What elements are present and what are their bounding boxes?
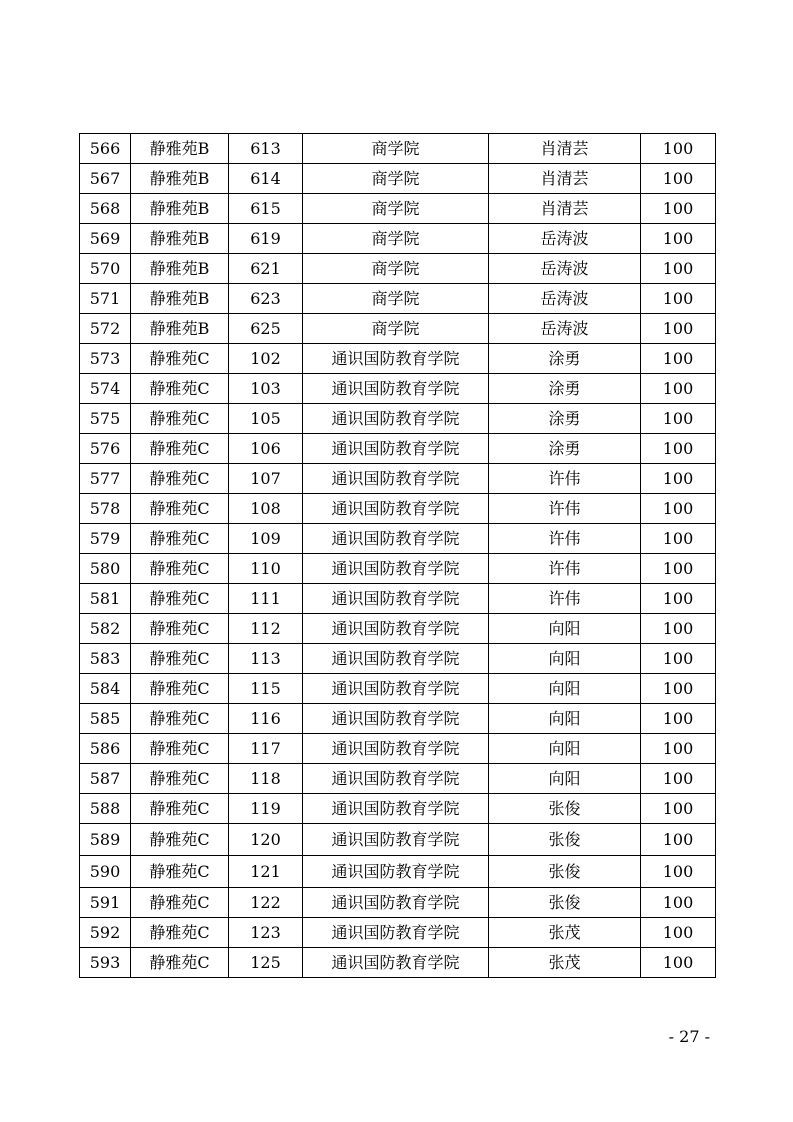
cell-teacher: 岳涛波 [489, 314, 641, 344]
cell-row-number: 567 [80, 164, 131, 194]
cell-score: 100 [641, 254, 716, 284]
cell-college: 通识国防教育学院 [303, 494, 489, 524]
cell-room-number: 102 [229, 344, 303, 374]
cell-score: 100 [641, 888, 716, 918]
cell-room-number: 619 [229, 224, 303, 254]
cell-teacher: 肖清芸 [489, 164, 641, 194]
cell-teacher: 许伟 [489, 584, 641, 614]
table-row [80, 554, 716, 584]
cell-building: 静雅苑C [131, 644, 229, 674]
cell-score: 100 [641, 674, 716, 704]
table-row [80, 856, 716, 888]
cell-row-number: 582 [80, 614, 131, 644]
cell-teacher: 许伟 [489, 524, 641, 554]
cell-college: 通识国防教育学院 [303, 434, 489, 464]
cell-teacher: 肖清芸 [489, 194, 641, 224]
table-row [80, 194, 716, 224]
dormitory-score-table [79, 133, 716, 978]
cell-score: 100 [641, 764, 716, 794]
table-row [80, 464, 716, 494]
cell-teacher: 张俊 [489, 824, 641, 856]
cell-college: 通识国防教育学院 [303, 644, 489, 674]
cell-teacher: 向阳 [489, 644, 641, 674]
cell-college: 商学院 [303, 254, 489, 284]
cell-score: 100 [641, 824, 716, 856]
cell-teacher: 张俊 [489, 856, 641, 888]
cell-teacher: 向阳 [489, 614, 641, 644]
cell-building: 静雅苑C [131, 464, 229, 494]
table-row [80, 614, 716, 644]
cell-building: 静雅苑C [131, 888, 229, 918]
table-row [80, 644, 716, 674]
cell-building: 静雅苑C [131, 494, 229, 524]
cell-room-number: 106 [229, 434, 303, 464]
cell-building: 静雅苑B [131, 134, 229, 164]
cell-college: 通识国防教育学院 [303, 918, 489, 948]
cell-row-number: 585 [80, 704, 131, 734]
cell-teacher: 张茂 [489, 948, 641, 978]
cell-room-number: 121 [229, 856, 303, 888]
cell-teacher: 张俊 [489, 794, 641, 824]
cell-score: 100 [641, 794, 716, 824]
cell-row-number: 590 [80, 856, 131, 888]
cell-college: 商学院 [303, 164, 489, 194]
cell-teacher: 许伟 [489, 464, 641, 494]
cell-college: 商学院 [303, 134, 489, 164]
cell-score: 100 [641, 434, 716, 464]
cell-score: 100 [641, 948, 716, 978]
cell-teacher: 涂勇 [489, 344, 641, 374]
cell-teacher: 许伟 [489, 554, 641, 584]
table-row [80, 918, 716, 948]
cell-row-number: 574 [80, 374, 131, 404]
table-row [80, 704, 716, 734]
table-row [80, 404, 716, 434]
cell-score: 100 [641, 314, 716, 344]
cell-building: 静雅苑C [131, 824, 229, 856]
cell-row-number: 579 [80, 524, 131, 554]
cell-teacher: 涂勇 [489, 374, 641, 404]
cell-room-number: 613 [229, 134, 303, 164]
table-row [80, 224, 716, 254]
cell-building: 静雅苑B [131, 164, 229, 194]
cell-building: 静雅苑C [131, 404, 229, 434]
cell-row-number: 572 [80, 314, 131, 344]
cell-room-number: 615 [229, 194, 303, 224]
cell-row-number: 593 [80, 948, 131, 978]
cell-college: 通识国防教育学院 [303, 524, 489, 554]
cell-score: 100 [641, 584, 716, 614]
cell-room-number: 111 [229, 584, 303, 614]
cell-teacher: 肖清芸 [489, 134, 641, 164]
cell-row-number: 573 [80, 344, 131, 374]
cell-building: 静雅苑B [131, 284, 229, 314]
table-row [80, 824, 716, 856]
cell-row-number: 571 [80, 284, 131, 314]
cell-college: 通识国防教育学院 [303, 584, 489, 614]
cell-teacher: 岳涛波 [489, 224, 641, 254]
table-body [80, 134, 716, 978]
cell-score: 100 [641, 918, 716, 948]
cell-score: 100 [641, 284, 716, 314]
table-row [80, 314, 716, 344]
cell-building: 静雅苑C [131, 344, 229, 374]
table-row [80, 794, 716, 824]
cell-college: 通识国防教育学院 [303, 856, 489, 888]
cell-college: 通识国防教育学院 [303, 824, 489, 856]
cell-room-number: 119 [229, 794, 303, 824]
table-row [80, 254, 716, 284]
cell-building: 静雅苑C [131, 948, 229, 978]
cell-score: 100 [641, 554, 716, 584]
cell-room-number: 112 [229, 614, 303, 644]
table-row [80, 434, 716, 464]
cell-row-number: 588 [80, 794, 131, 824]
cell-college: 通识国防教育学院 [303, 404, 489, 434]
cell-row-number: 581 [80, 584, 131, 614]
cell-building: 静雅苑C [131, 674, 229, 704]
cell-room-number: 125 [229, 948, 303, 978]
table-row [80, 494, 716, 524]
cell-room-number: 118 [229, 764, 303, 794]
cell-row-number: 566 [80, 134, 131, 164]
cell-row-number: 580 [80, 554, 131, 584]
cell-teacher: 向阳 [489, 764, 641, 794]
cell-row-number: 592 [80, 918, 131, 948]
cell-room-number: 123 [229, 918, 303, 948]
cell-teacher: 涂勇 [489, 434, 641, 464]
table-row [80, 344, 716, 374]
cell-building: 静雅苑B [131, 194, 229, 224]
cell-score: 100 [641, 524, 716, 554]
cell-row-number: 591 [80, 888, 131, 918]
cell-score: 100 [641, 644, 716, 674]
cell-score: 100 [641, 194, 716, 224]
cell-row-number: 577 [80, 464, 131, 494]
cell-row-number: 569 [80, 224, 131, 254]
cell-building: 静雅苑C [131, 918, 229, 948]
cell-row-number: 586 [80, 734, 131, 764]
table-row [80, 734, 716, 764]
table-row [80, 164, 716, 194]
cell-score: 100 [641, 224, 716, 254]
cell-room-number: 120 [229, 824, 303, 856]
cell-score: 100 [641, 344, 716, 374]
cell-college: 通识国防教育学院 [303, 734, 489, 764]
table-row [80, 888, 716, 918]
table-row [80, 134, 716, 164]
cell-building: 静雅苑C [131, 856, 229, 888]
cell-college: 通识国防教育学院 [303, 374, 489, 404]
cell-room-number: 113 [229, 644, 303, 674]
cell-score: 100 [641, 134, 716, 164]
cell-row-number: 589 [80, 824, 131, 856]
cell-room-number: 117 [229, 734, 303, 764]
table-row [80, 584, 716, 614]
cell-score: 100 [641, 856, 716, 888]
cell-room-number: 614 [229, 164, 303, 194]
cell-building: 静雅苑C [131, 614, 229, 644]
cell-college: 通识国防教育学院 [303, 794, 489, 824]
cell-college: 通识国防教育学院 [303, 888, 489, 918]
cell-teacher: 岳涛波 [489, 284, 641, 314]
cell-row-number: 570 [80, 254, 131, 284]
cell-score: 100 [641, 164, 716, 194]
cell-score: 100 [641, 734, 716, 764]
table-row [80, 674, 716, 704]
cell-building: 静雅苑C [131, 434, 229, 464]
cell-teacher: 向阳 [489, 674, 641, 704]
cell-row-number: 576 [80, 434, 131, 464]
cell-building: 静雅苑C [131, 794, 229, 824]
cell-college: 通识国防教育学院 [303, 948, 489, 978]
cell-score: 100 [641, 494, 716, 524]
cell-college: 商学院 [303, 284, 489, 314]
cell-room-number: 115 [229, 674, 303, 704]
cell-building: 静雅苑C [131, 704, 229, 734]
cell-college: 通识国防教育学院 [303, 704, 489, 734]
cell-building: 静雅苑B [131, 224, 229, 254]
cell-college: 通识国防教育学院 [303, 614, 489, 644]
cell-college: 商学院 [303, 194, 489, 224]
cell-teacher: 张俊 [489, 888, 641, 918]
table-row [80, 764, 716, 794]
cell-college: 商学院 [303, 314, 489, 344]
cell-building: 静雅苑C [131, 554, 229, 584]
cell-building: 静雅苑B [131, 314, 229, 344]
cell-room-number: 110 [229, 554, 303, 584]
cell-building: 静雅苑C [131, 764, 229, 794]
cell-building: 静雅苑C [131, 374, 229, 404]
cell-room-number: 107 [229, 464, 303, 494]
cell-row-number: 575 [80, 404, 131, 434]
cell-score: 100 [641, 614, 716, 644]
cell-score: 100 [641, 404, 716, 434]
cell-room-number: 105 [229, 404, 303, 434]
cell-building: 静雅苑C [131, 734, 229, 764]
cell-room-number: 116 [229, 704, 303, 734]
table-row [80, 374, 716, 404]
cell-row-number: 583 [80, 644, 131, 674]
cell-college: 通识国防教育学院 [303, 764, 489, 794]
cell-building: 静雅苑C [131, 584, 229, 614]
cell-score: 100 [641, 464, 716, 494]
cell-room-number: 103 [229, 374, 303, 404]
cell-row-number: 584 [80, 674, 131, 704]
cell-building: 静雅苑B [131, 254, 229, 284]
cell-teacher: 向阳 [489, 734, 641, 764]
cell-college: 通识国防教育学院 [303, 674, 489, 704]
cell-room-number: 109 [229, 524, 303, 554]
cell-score: 100 [641, 704, 716, 734]
cell-room-number: 621 [229, 254, 303, 284]
cell-college: 通识国防教育学院 [303, 554, 489, 584]
table-row [80, 948, 716, 978]
cell-room-number: 122 [229, 888, 303, 918]
cell-room-number: 108 [229, 494, 303, 524]
cell-teacher: 许伟 [489, 494, 641, 524]
cell-score: 100 [641, 374, 716, 404]
cell-room-number: 625 [229, 314, 303, 344]
cell-row-number: 587 [80, 764, 131, 794]
cell-room-number: 623 [229, 284, 303, 314]
cell-teacher: 向阳 [489, 704, 641, 734]
cell-college: 商学院 [303, 224, 489, 254]
cell-building: 静雅苑C [131, 524, 229, 554]
cell-row-number: 578 [80, 494, 131, 524]
page-number: - 27 - [668, 1027, 710, 1046]
cell-college: 通识国防教育学院 [303, 464, 489, 494]
cell-teacher: 张茂 [489, 918, 641, 948]
table-row [80, 524, 716, 554]
table-row [80, 284, 716, 314]
cell-teacher: 岳涛波 [489, 254, 641, 284]
cell-college: 通识国防教育学院 [303, 344, 489, 374]
cell-row-number: 568 [80, 194, 131, 224]
cell-teacher: 涂勇 [489, 404, 641, 434]
